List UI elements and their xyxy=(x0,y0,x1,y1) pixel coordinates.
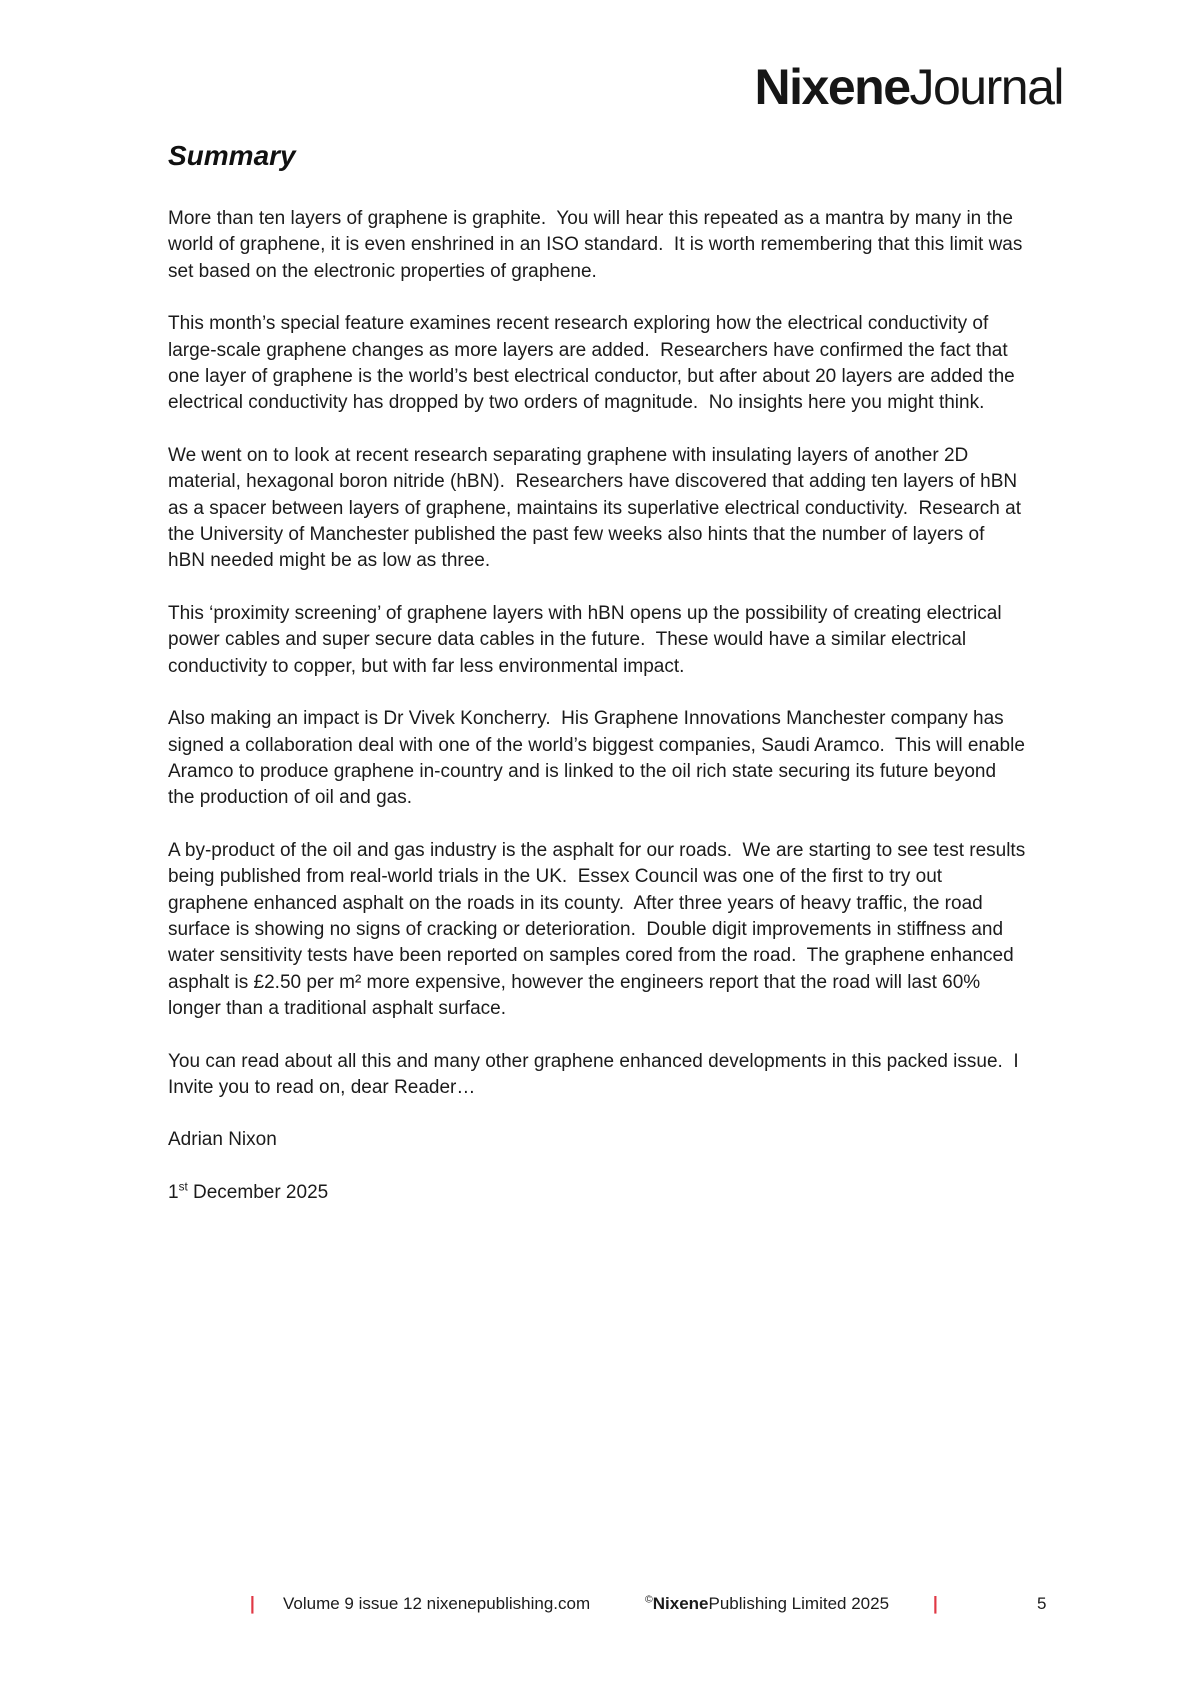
signature: Adrian Nixon xyxy=(168,1129,277,1151)
paragraph: You can read about all this and many other graphene enhanced developments in this packed issue. I Invite you to read on, dear Reader… xyxy=(168,1050,1024,1098)
date-line: 1st December 2025 xyxy=(168,1180,329,1203)
paragraph: Also making an impact is Dr Vivek Koncherry. His Graphene Innovations Manchester company has signed a collaboration deal with one of the world’s biggest companies, Saudi Aramco. This will enable Aramco to produce graphene in-country and is linked to the oil rich state securing its future beyond the production of oil and gas. xyxy=(168,708,1030,809)
paragraph: More than ten layers of graphene is graphite. You will hear this repeated as a mantra by many in the world of graphene, it is even enshrined in an ISO standard. It is worth remembering that this limit was set based on the electronic properties of graphene. xyxy=(168,208,1028,282)
body-paragraphs xyxy=(168,206,1031,1101)
logo-journal: Journal xyxy=(909,59,1063,115)
paragraph: A by-product of the oil and gas industry is the asphalt for our roads. We are starting to see test results being published from real-world trials in the UK. Essex Council was one of the first to try out graphene enhanced asphalt on the roads in its county. After three years of heavy traffic, the road surface is showing no signs of cracking or deterioration. Double digit improvements in stiffness and water sensitivity tests have been reported on samples cored from the road. The graphene enhanced asphalt is £2.50 per m² more expensive, however the engineers report that the road will last 60% longer than a traditional asphalt surface. xyxy=(168,839,1031,1020)
footer-page-number: 5 xyxy=(1037,1594,1047,1613)
footer-copyright: ©Nixene Publishing Limited 2025 xyxy=(645,1593,890,1613)
page-title: Summary xyxy=(168,140,296,171)
paragraph: We went on to look at recent research separating graphene with insulating layers of another 2D material, hexagonal boron nitride (hBN). Researchers have discovered that adding ten layers of hBN as a spacer between layers of graphene, maintains its superlative electrical conductivity. Research at the University of Manchester published the past few weeks also hints that the number of layers of hBN needed might be as low as three. xyxy=(168,444,1027,572)
footer-separator-right: | xyxy=(933,1593,938,1614)
page-content xyxy=(168,140,1031,1232)
journal-logo xyxy=(754,59,1063,115)
paragraph: This month’s special feature examines recent research exploring how the electrical conductivity of large-scale graphene changes as more layers are added. Researchers have confirmed the fact that one layer of graphene is the world’s best electrical conductor, but after about 20 layers are added the electrical conductivity has dropped by two orders of magnitude. No insights here you might think. xyxy=(168,313,1021,414)
footer-volume: Volume 9 issue 12 nixenepublishing.com xyxy=(283,1594,591,1613)
logo-nixene: Nixene xyxy=(754,59,910,115)
page-footer xyxy=(0,1592,1190,1622)
footer-separator-left: | xyxy=(250,1593,255,1614)
paragraph: This ‘proximity screening’ of graphene layers with hBN opens up the possibility of creating electrical power cables and super secure data cables in the future. These would have a similar electrical conductivity to copper, but with far less environmental impact. xyxy=(168,602,1007,677)
